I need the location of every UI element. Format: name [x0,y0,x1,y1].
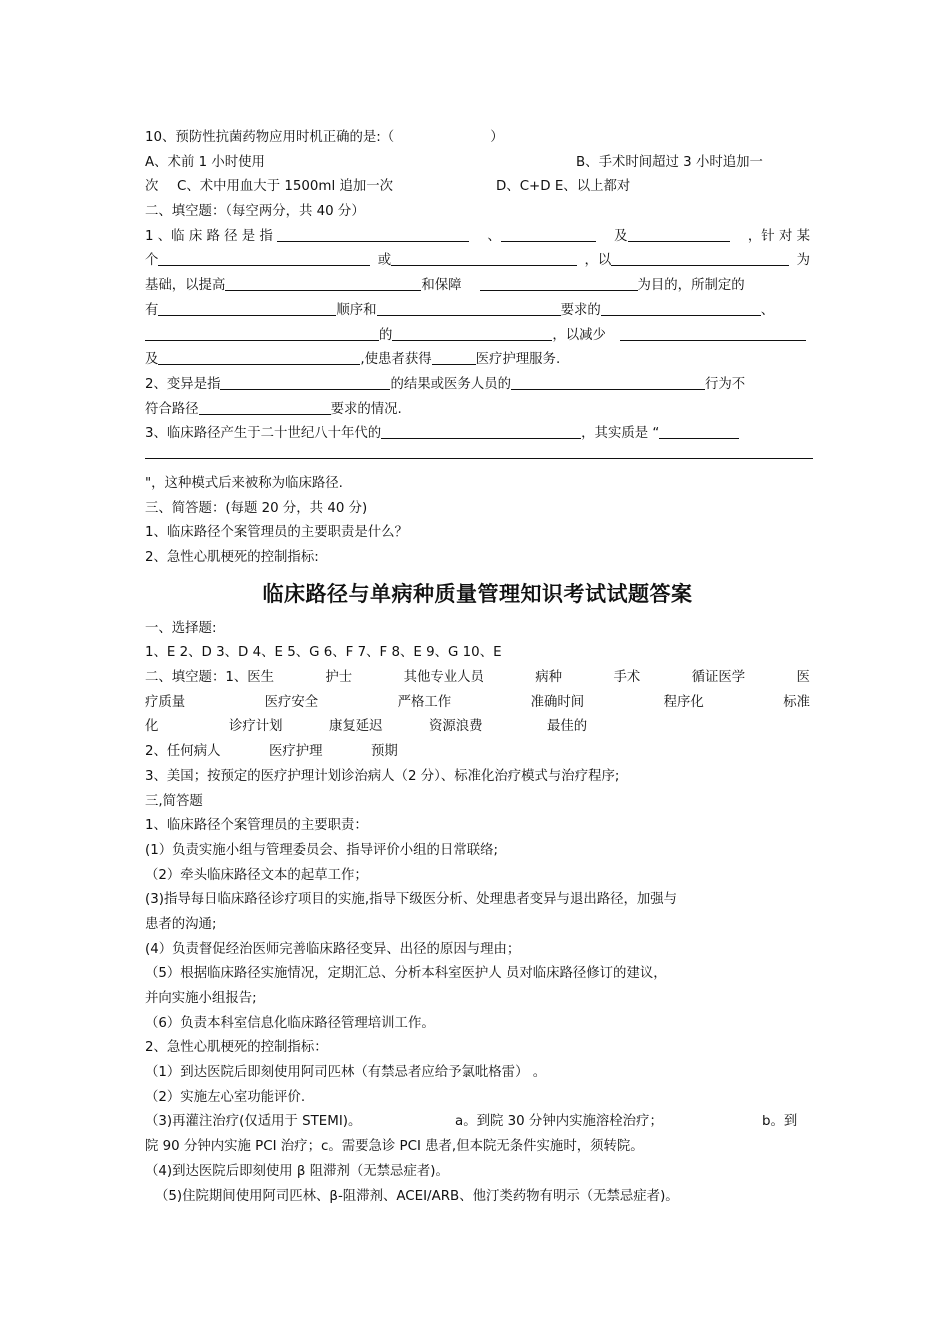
fill-q2-line2 [145,398,810,423]
answers-duty-5b: 并向实施小组报告; [145,991,257,1006]
fill-q1-text: 为目的，所制定的 [637,278,745,294]
fill-q2-text: 行为不 [705,376,746,392]
answer-term: 准确时间 [530,694,585,710]
fill-q1-text: 基础，以提高 [145,278,226,294]
blank[interactable] [511,375,705,390]
answers-fill-line3 [145,715,810,740]
blank[interactable] [659,424,739,439]
fill-q2-text: 的结果或医务人员的 [390,376,511,392]
answers-title: 临床路径与单病种质量管理知识考试试题答案 [262,581,693,606]
answer-term: 标准 [783,694,810,710]
blank[interactable] [199,400,331,415]
blank[interactable] [480,276,638,291]
fill-q1-line5 [145,324,810,349]
q10-options-line2 [145,175,810,200]
fill-q1-text: 有 [145,302,159,318]
fill-q1-text: ，以减少 [552,327,606,343]
blank[interactable] [391,251,577,266]
blank[interactable] [158,350,360,365]
fill-q1-text: 1 、临 床 路 径 是 指 [145,228,273,244]
fill-q3-text: ，其实质是 “ [581,426,660,442]
answer-term: 疗质量 [145,694,186,710]
q10-options-line [145,151,810,176]
answers-ami-3d: 院 90 分钟内实施 PCI 治疗；c。需要急诊 PCI 患者,但本院无条件实施时，须转院。 [145,1139,644,1155]
answer-term: 手术 [613,670,641,686]
answers-duty-2: （2）牵头临床路径文本的起草工作； [145,867,368,883]
fill-q2-text: 2、变异是指 [145,376,221,392]
answers-ami-4: （4)到达医院后即刻使用 β 阻滞剂（无禁忌症者)。 [145,1163,449,1179]
q10-option-a: A、术前 1 小时使用 [145,154,265,170]
answers-duty-5a: （5）根据临床路径实施情况，定期汇总、分析本科室医护人 员对临床路径修订的建议， [145,966,667,982]
fill-q1-text: 及 [614,228,628,244]
answers-duty-4: (4）负责督促经治医师完善临床路径变异、出径的原因与理由； [145,941,521,957]
fill-q2-line1 [145,373,810,398]
fill-q1-text: ,使患者获得 [360,352,432,368]
fill-q1-line6 [145,348,810,373]
short-q2: 2、急性心肌梗死的控制指标: [145,550,319,565]
document-page [145,126,810,1209]
blank[interactable] [220,375,390,390]
blank[interactable] [611,251,789,266]
answer-term: 其他专业人员 [403,670,484,686]
blank-full-line[interactable] [145,447,813,459]
fill-q1-line3 [145,274,810,299]
answer-term: 2、任何病人 [145,744,221,760]
q10-stem-line [145,126,810,151]
answer-term: 程序化 [663,694,704,710]
q10-option-de: D、C+D E、以上都对 [496,179,631,195]
fill-q1-text: 及 [145,352,159,368]
fill-q1-text: 、 [760,302,775,318]
fill-q1-line4 [145,299,810,324]
short-heading: 三、简答题：(每题 20 分，共 40 分) [145,500,368,516]
answer-term: 资源浪费 [429,719,483,735]
answers-fill-line5: 3、美国；按预定的医疗护理计划诊治病人（2 分）、标准化治疗模式与治疗程序; [145,768,620,784]
fill-q1-text: 医疗护理服务. [475,352,561,368]
answers-short-heading: 三,简答题 [145,793,203,809]
answers-ami-1: （1）到达医院后即刻使用阿司匹林（有禁忌者应给予氯吡格雷） 。 [145,1065,547,1081]
blank[interactable] [277,227,469,242]
answers-choice-line: 1、E 2、D 3、D 4、E 5、G 6、F 7、F 8、E 9、G 10、E [145,645,502,661]
fill-q1-text: ，针 对 某 [747,228,810,244]
fill-q1-text: ，以 [584,253,612,269]
answers-fill-line4 [145,740,810,765]
answer-term: 医 [796,670,810,686]
answer-term: 最佳的 [547,719,588,735]
q10-option-b: B、手术时间超过 3 小时追加一 [576,154,763,170]
blank[interactable] [601,301,761,316]
answers-duty-heading: 1、临床路径个案管理员的主要职责： [145,818,368,834]
fill-q1-line2 [145,249,810,274]
answer-term: 二、填空题：1、医生 [145,670,275,686]
answers-ami-3 [145,1110,810,1135]
fill-q1-text: 的 [379,327,393,343]
fill-heading: 二、填空题：（每空两分，共 40 分） [145,204,365,220]
fill-q1-text: 或 [377,253,392,269]
answers-duty-3a: (3)指导每日临床路径诊疗项目的实施,指导下级医分析、处理患者变异与退出路径，加强与 [145,892,678,908]
answers-duty-6: （6）负责本科室信息化临床路径管理培训工作。 [145,1015,435,1031]
answers-ami-5: （5)住院期间使用阿司匹林、β-阻滞剂、ACEI/ARB、他汀类药物有明示（无禁忌症者)。 [155,1188,679,1204]
answer-term: 诊疗计划 [229,719,283,735]
fill-q1-text: 、 [487,228,501,244]
answers-fill-line2 [145,691,810,716]
blank[interactable] [158,251,370,266]
answers-ami-3c: b。到 [762,1114,798,1130]
fill-q1-text: 要求的 [560,302,601,318]
answers-ami-2: （2）实施左心室功能评价. [145,1089,306,1105]
q10-stem: 10、预防性抗菌药物应用时机正确的是:（ [145,130,395,145]
answer-term: 预期 [371,744,398,760]
answers-duty-3b: 患者的沟通; [145,916,217,932]
blank[interactable] [225,276,421,291]
blank[interactable] [145,326,379,341]
answers-choice-heading: 一、选择题: [145,620,217,636]
fill-q1-text: 个 [145,253,159,269]
answer-term: 康复延迟 [329,719,383,735]
blank[interactable] [432,350,476,365]
answers-ami-3b: a。到院 30 分钟内实施溶栓治疗； [455,1114,663,1130]
blank[interactable] [501,227,596,242]
answer-term: 医疗护理 [269,744,323,760]
answer-term: 化 [145,719,159,735]
blank[interactable] [158,301,336,316]
answer-term: 护士 [325,670,353,686]
fill-q1-text: 和保障 [421,278,462,294]
blank[interactable] [377,301,561,316]
fill-q2-text: 符合路径 [145,401,199,417]
fill-q1-text: 为 [796,253,810,269]
answers-fill-line1 [145,666,810,691]
fill-q1-line1 [145,225,810,250]
q10-close: ） [490,130,504,145]
blank[interactable] [628,227,730,242]
fill-q3-line3: "，这种模式后来被称为临床路径. [145,475,343,491]
answer-term: 医疗安全 [264,694,319,710]
answer-term: 循证医学 [691,670,746,686]
answer-term: 病种 [535,670,563,686]
answers-ami-heading: 2、急性心肌梗死的控制指标： [145,1040,328,1056]
fill-q1-text: 顺序和 [336,302,377,318]
fill-q3-line1 [145,422,810,447]
q10-option-b-cont: 次 [145,179,159,195]
answer-term: 严格工作 [397,694,452,710]
blank[interactable] [381,424,581,439]
fill-q3-text: 3、临床路径产生于二十世纪八十年代的 [145,426,382,442]
short-q1: 1、临床路径个案管理员的主要职责是什么？ [145,525,408,541]
blank[interactable] [392,326,552,341]
blank[interactable] [620,326,806,341]
answers-ami-3a: （3)再灌注治疗(仅适用于 STEMI)。 [145,1114,362,1130]
answers-duty-1: (1）负责实施小组与管理委员会、指导评价小组的日常联络; [145,842,499,858]
fill-q2-text: 要求的情况. [330,401,402,417]
q10-option-c: C、术中用血大于 1500ml 追加一次 [177,179,394,195]
